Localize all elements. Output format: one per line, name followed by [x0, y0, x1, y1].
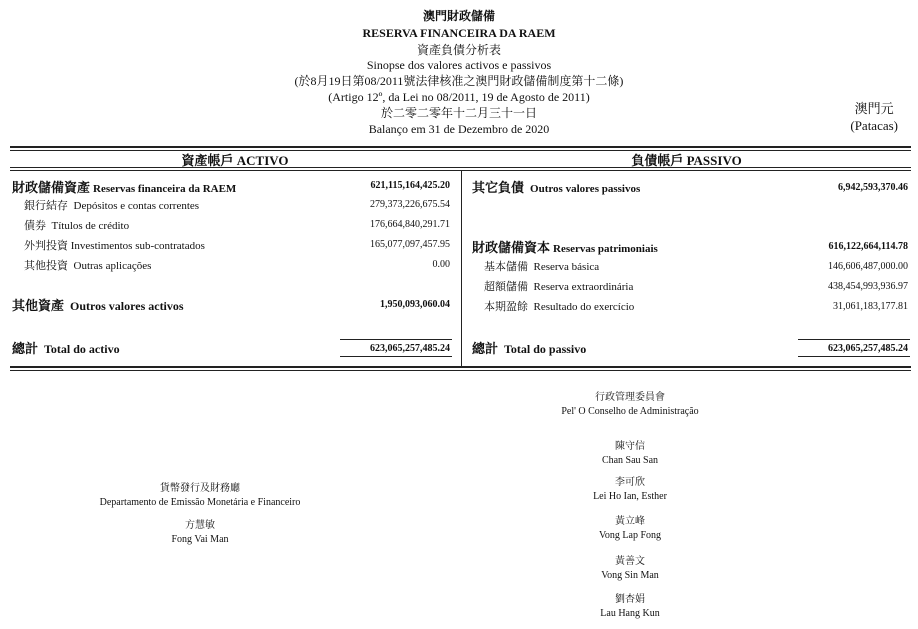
currency-zh: 澳門元: [854, 101, 894, 116]
activo-reservas-value: 621,115,164,425.20: [370, 180, 450, 191]
passivo-outros-label: 其它負債 Outros valores passivos: [472, 180, 641, 195]
board-member: 黃立峰 Vong Lap Fong: [598, 516, 662, 541]
dept-signer-zh: 方慧敏: [185, 520, 215, 531]
passivo-total-rule: [798, 339, 910, 340]
activo-item-label: 其他投資 Outras aplicações: [24, 260, 152, 272]
dept-signer: [50, 519, 350, 547]
passivo-reservas-label: 財政儲備資本 Reservas patrimoniais: [472, 240, 658, 255]
board-zh: 行政管理委員會: [595, 392, 665, 403]
board-member: 劉杏娟 Lau Hang Kun: [600, 594, 660, 619]
passivo-outros-value: 6,942,593,370.46: [838, 182, 908, 193]
activo-item-value: 165,077,097,457.95: [370, 239, 450, 250]
activo-outros-label: 其他資產 Outros valores activos: [12, 298, 184, 313]
title-zh: 澳門財政儲備: [422, 9, 495, 23]
activo-outros-value: 1,950,093,060.04: [380, 299, 450, 310]
activo-total-underline: [340, 356, 452, 357]
activo-total-value: 623,065,257,485.24: [370, 343, 450, 354]
passivo-heading: 負債帳戶 PASSIVO: [631, 153, 742, 168]
activo-total-label: 總計 Total do activo: [12, 341, 120, 356]
passivo-item-label: 基本儲備 Reserva básica: [484, 261, 600, 273]
passivo-item-label: 本期盈餘 Resultado do exercício: [484, 301, 635, 313]
passivo-item-value: 146,606,487,000.00: [828, 261, 908, 272]
dept-pt: Departamento de Emissão Monetária e Financeiro: [99, 497, 301, 508]
passivo-item-value: 31,061,183,177.81: [833, 301, 908, 312]
activo-item-value: 176,664,840,291.71: [370, 219, 450, 230]
board-member: 李可欣 Lei Ho Ian, Esther: [593, 477, 667, 502]
activo-heading: 資產帳戶 ACTIVO: [181, 153, 289, 168]
passivo-item-label: 超額儲備 Reserva extraordinária: [484, 281, 634, 293]
dept-zh: 貨幣發行及財務廳: [160, 483, 240, 494]
legal-ref-zh: (於8月19日第08/2011號法律核准之澳門財政儲備制度第十二條): [294, 74, 624, 88]
activo-item-value: 0.00: [432, 259, 450, 270]
legal-ref-pt: (Artigo 12º, da Lei no 08/2011, 19 de Agosto de 2011): [328, 90, 590, 104]
board-member: 黃善文 Vong Sin Man: [601, 556, 659, 581]
currency-label: [850, 100, 898, 134]
board-signature: [480, 391, 780, 419]
top-rule: [10, 146, 911, 148]
board-pt: Pel' O Conselho de Administração: [561, 406, 699, 417]
activo-item-label: 外判投資 Investimentos sub-contratados: [24, 240, 205, 252]
passivo-total-underline: [798, 356, 910, 357]
passivo-total-value: 623,065,257,485.24: [828, 343, 908, 354]
bottom-rule: [10, 366, 911, 368]
title-pt: RESERVA FINANCEIRA DA RAEM: [362, 26, 556, 40]
activo-reservas-label: 財政儲備資產 Reservas financeira da RAEM: [12, 180, 237, 195]
subtitle-zh: 資產負債分析表: [416, 43, 501, 57]
activo-item-value: 279,373,226,675.54: [370, 199, 450, 210]
date-pt: Balanço em 31 de Dezembro de 2020: [368, 122, 550, 136]
currency-pt: (Patacas): [850, 118, 898, 133]
column-divider: [461, 170, 462, 366]
passivo-total-label: 總計 Total do passivo: [472, 341, 587, 356]
date-zh: 於二零二零年十二月三十一日: [380, 106, 537, 120]
passivo-item-value: 438,454,993,936.97: [828, 281, 908, 292]
activo-total-rule: [340, 339, 452, 340]
heading-rule: [10, 167, 911, 168]
board-member: 陳守信 Chan Sau San: [601, 441, 659, 466]
subtitle-pt: Sinopse dos valores activos e passivos: [366, 58, 552, 72]
passivo-reservas-value: 616,122,664,114.78: [828, 241, 908, 252]
dept-signature: [50, 482, 350, 510]
activo-item-label: 銀行結存 Depósitos e contas correntes: [24, 200, 200, 212]
dept-signer-en: Fong Vai Man: [171, 534, 229, 545]
activo-item-label: 債券 Títulos de crédito: [24, 220, 130, 232]
bottom-rule-2: [10, 370, 911, 371]
